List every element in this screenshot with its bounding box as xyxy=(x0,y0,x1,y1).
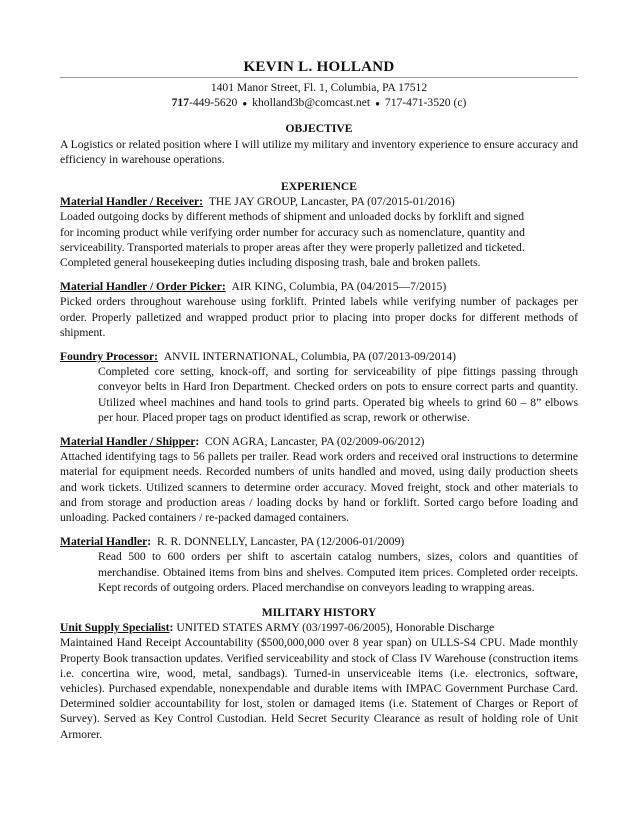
military-branch: UNITED STATES ARMY (03/1997-06/2005), Honorable Discharge xyxy=(176,621,495,635)
phone-number: -449-5620 xyxy=(189,96,238,110)
email-address[interactable]: kholland3b@comcast.net xyxy=(252,96,371,110)
job-description: Completed core setting, knock-off, and sorting for serviceability of pipe fittings passing through conveyor belts in Hard Iron Department. Checked orders on pots to ensure correct parts and quantity. Utilized wheel machines and hand tools to grind parts. Operated big wheels to grind 60 – 8” elbows per hour. Placed proper tags on product identified as scrap, rework or otherwise. xyxy=(98,365,578,424)
contact-line xyxy=(60,95,578,111)
cell-number: 717-471-3520 (c) xyxy=(384,96,467,110)
job-entry xyxy=(60,534,578,595)
job-description-line: Completed general housekeeping duties including disposing trash, bale and broken pallets. xyxy=(60,255,481,269)
job-entry xyxy=(60,349,578,425)
military-description: Maintained Hand Receipt Accountability ($500,000,000 over 8 year span) on ULLS-S4 CPU. Made monthly Property Book transaction updates. Verified serviceability and stock of Class IV Warehouse (construction items i.e. concertina wire, wood, metal, sandbags). Turned-in unserviceable items (i.e. electronics, software, vehicles). Purchased expendable, nonexpendable and durable items with IMPAC Government Purchase Card. Determined soldier accountability for lost, stolen or damaged items (i.e. Statement of Charges or Report of Survey). Served as Key Control Custodian. Held Secret Security Clearance as result of holding role of Unit Armorer. xyxy=(60,636,578,741)
job-company: THE JAY GROUP, Lancaster, PA (07/2015-01/2016) xyxy=(208,195,455,209)
job-header xyxy=(60,194,578,209)
separator-bullet-icon: ● xyxy=(375,99,380,109)
job-entry xyxy=(60,194,578,270)
job-company: R. R. DONNELLY, Lancaster, PA (12/2006-01/2009) xyxy=(156,535,405,549)
military-heading: MILITARY HISTORY xyxy=(261,606,377,620)
separator-bullet-icon: ● xyxy=(242,99,248,109)
job-title: Material Handler xyxy=(60,535,148,549)
job-description-line: Loaded outgoing docks by different methods of shipment and unloaded docks by forklift and signed xyxy=(60,210,525,224)
job-description: Attached identifying tags to 56 pallets per trailer. Read work orders and received oral instructions to determine material for equipment needs. Recorded numbers of units handled and moved, using daily production sheets and work tickets. Utilized scanners to determine order accuracy. Moved freight, stock and other materials to and from storage and production areas / loading docks by hand or forklift. Sorted cargo before loading and unloading. Packed containers / re-packed damaged containers. xyxy=(60,450,578,525)
candidate-name: KEVIN L. HOLLAND xyxy=(60,60,578,78)
job-title: Material Handler / Order Picker: xyxy=(60,280,226,294)
address-line: 1401 Manor Street, Fl. 1, Columbia, PA 17512 xyxy=(210,81,428,95)
objective-heading: OBJECTIVE xyxy=(285,122,353,136)
job-description-line: serviceability. Transported materials to proper areas after they were properly palletized and ticketed. xyxy=(60,240,525,254)
job-company: ANVIL INTERNATIONAL, Columbia, PA (07/2013-09/2014) xyxy=(163,349,456,363)
job-company: AIR KING, Columbia, PA (04/2015—7/2015) xyxy=(231,280,447,294)
job-header: Material Handler: R. R. DONNELLY, Lancaster, PA (12/2006-01/2009) xyxy=(60,535,405,549)
job-entry xyxy=(60,434,578,525)
military-title: Unit Supply Specialist xyxy=(60,621,170,635)
job-title: Material Handler / Receiver: xyxy=(60,195,204,209)
phone-area-code: 717 xyxy=(171,96,190,110)
job-entry xyxy=(60,279,578,340)
job-header: Material Handler / Shipper: CON AGRA, Lancaster, PA (02/2009-06/2012) xyxy=(60,435,425,448)
job-title: Foundry Processor: xyxy=(60,349,158,363)
experience-heading: EXPERIENCE xyxy=(280,179,358,193)
job-description-line: for incoming product while verifying order number for accuracy such as nomenclature, quantity and xyxy=(60,225,525,239)
objective-text: A Logistics or related position where I will utilize my military and inventory experience to ensure accuracy and efficiency in warehouse operations. xyxy=(60,137,578,166)
job-title: Material Handler / Shipper xyxy=(60,435,196,448)
resume-page xyxy=(60,60,578,742)
job-description: Read 500 to 600 orders per shift to ascertain catalog numbers, sizes, colors and quantities of merchandise. Obtained items from bins and shelves. Computed item prices. Completed order receipts. Kept records of outgoing orders. Placed merchandise on conveyors leading to wrapping areas. xyxy=(98,550,578,594)
military-header: Unit Supply Specialist: UNITED STATES ARMY (03/1997-06/2005), Honorable Discharge xyxy=(60,621,495,635)
job-header xyxy=(60,349,578,364)
job-company: CON AGRA, Lancaster, PA (02/2009-06/2012) xyxy=(205,435,425,448)
job-header xyxy=(60,279,578,294)
job-description: Picked orders throughout warehouse using forklift. Printed labels while verifying number of packages per order. Properly palletized and wrapped product prior to placing into proper docks for different methods of shipment. xyxy=(60,295,578,339)
